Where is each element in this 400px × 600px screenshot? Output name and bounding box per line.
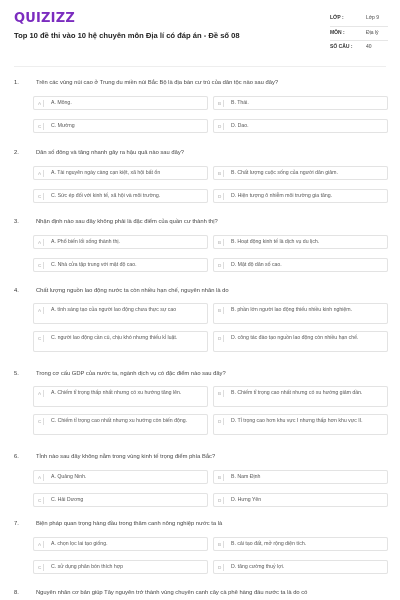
option-letter: B	[218, 390, 224, 397]
option-text: B. Chiếm tỉ trọng cao nhất nhưng có xu hướng giảm dần.	[231, 390, 363, 396]
answer-option-b[interactable]	[213, 96, 388, 110]
option-letter: C	[38, 564, 44, 571]
meta-value: 40	[366, 44, 372, 50]
option-text: B. Chất lượng cuộc sống của người dân giảm.	[231, 170, 338, 176]
option-text: D. công tác đào tạo nguồn lao động còn nhiều hạn chế.	[231, 335, 359, 341]
option-text: B. phần lớn người lao động thiếu nhiều kinh nghiệm.	[231, 307, 353, 313]
option-text: B. Thái.	[231, 100, 249, 106]
option-text: D. Dao.	[231, 123, 249, 129]
option-letter: D	[218, 497, 224, 504]
answer-option-c[interactable]	[33, 331, 208, 352]
option-letter: D	[218, 335, 224, 342]
option-letter: B	[218, 541, 224, 548]
meta-label: SỐ CÂU :	[330, 44, 353, 50]
answer-option-c[interactable]	[33, 119, 208, 133]
option-text: C. sử dụng phân bón thích hợp	[51, 564, 124, 570]
option-letter: D	[218, 123, 224, 130]
question-number: 2.	[14, 150, 19, 156]
answer-option-b[interactable]	[213, 470, 388, 484]
answer-option-b[interactable]	[213, 537, 388, 551]
divider	[14, 66, 386, 67]
option-text: D. tăng cường thuỷ lợi.	[231, 564, 285, 570]
page-title: Top 10 đề thi vào 10 hệ chuyên môn Địa lí có đáp án - Đề số 08	[14, 31, 240, 40]
option-text: A. Phổ biến lối sống thành thị.	[51, 239, 120, 245]
option-letter: B	[218, 170, 224, 177]
option-text: C. Sức ép đối với kinh tế, xã hội và môi trường.	[51, 193, 161, 199]
option-letter: A	[38, 474, 44, 481]
option-text: B. Hoạt động kinh tế là dịch vụ du lịch.	[231, 239, 320, 245]
question-number: 1.	[14, 80, 19, 86]
meta-value: Lớp 9	[366, 15, 380, 21]
question-number: 3.	[14, 219, 19, 225]
question-number: 4.	[14, 288, 19, 294]
answer-option-a[interactable]	[33, 96, 208, 110]
option-letter: B	[218, 307, 224, 314]
answer-option-d[interactable]	[213, 560, 388, 574]
option-text: A. tính sáng tạo của người lao động chưa thực sự cao	[51, 307, 177, 313]
question-number: 7.	[14, 521, 19, 527]
meta-row-grade	[330, 12, 388, 27]
answer-option-d[interactable]	[213, 119, 388, 133]
answer-option-a[interactable]	[33, 470, 208, 484]
option-letter: B	[218, 474, 224, 481]
option-letter: C	[38, 262, 44, 269]
option-letter: A	[38, 100, 44, 107]
option-letter: A	[38, 307, 44, 314]
option-text: C. Chiếm tỉ trọng cao nhất nhưng xu hướng còn biến động.	[51, 418, 188, 424]
quizizz-logo[interactable]: QUIZIZZ	[14, 11, 75, 26]
option-text: C. Hải Dương	[51, 497, 84, 503]
answer-option-a[interactable]	[33, 235, 208, 249]
answer-option-d[interactable]	[213, 189, 388, 203]
question-text: Tỉnh nào sau đây không nằm trong vùng kinh tế trọng điểm phía Bắc?	[36, 454, 216, 460]
answer-option-c[interactable]	[33, 560, 208, 574]
option-letter: D	[218, 564, 224, 571]
option-text: C. Mường	[51, 123, 75, 129]
option-letter: B	[218, 239, 224, 246]
meta-row-subject	[330, 27, 388, 42]
option-text: A. Mông.	[51, 100, 72, 106]
option-letter: D	[218, 418, 224, 425]
option-text: A. chọn lọc lai tạo giống.	[51, 541, 108, 547]
option-letter: C	[38, 193, 44, 200]
quiz-meta-panel	[330, 12, 388, 56]
question-text: Biện pháp quan trọng hàng đầu trong thâm canh nông nghiệp nước ta là	[36, 521, 223, 527]
answer-option-c[interactable]	[33, 189, 208, 203]
option-letter: C	[38, 335, 44, 342]
answer-option-b[interactable]	[213, 386, 388, 407]
answer-option-d[interactable]	[213, 258, 388, 272]
question-text: Chất lượng nguồn lao động nước ta còn nhiều hạn chế, nguyên nhân là do	[36, 288, 229, 294]
question-text: Nguyên nhân cơ bản giúp Tây nguyên trở thành vùng chuyên canh cây cà phê hàng đầu nước ta là do có	[36, 590, 308, 596]
option-text: A. Tài nguyên ngày càng cạn kiệt, xã hội bất ổn	[51, 170, 161, 176]
answer-option-a[interactable]	[33, 303, 208, 324]
answer-option-a[interactable]	[33, 386, 208, 407]
question-text: Dân số đông và tăng nhanh gây ra hậu quả nào sau đây?	[36, 150, 184, 156]
answer-option-b[interactable]	[213, 235, 388, 249]
option-letter: D	[218, 193, 224, 200]
answer-option-d[interactable]	[213, 331, 388, 352]
question-text: Nhận định nào sau đây không phải là đặc điểm của quần cư thành thị?	[36, 219, 218, 225]
answer-option-c[interactable]	[33, 493, 208, 507]
option-letter: D	[218, 262, 224, 269]
question-number: 8.	[14, 590, 19, 596]
option-letter: A	[38, 390, 44, 397]
option-text: D. Hưng Yên	[231, 497, 262, 503]
answer-option-b[interactable]	[213, 166, 388, 180]
option-text: A. Chiếm tỉ trọng thấp nhất nhưng có xu hướng tăng lên.	[51, 390, 182, 396]
option-text: B. cải tạo đất, mở rộng diện tích.	[231, 541, 307, 547]
meta-value: Địa lý	[366, 29, 379, 36]
meta-row-question-count	[330, 41, 388, 56]
answer-option-b[interactable]	[213, 303, 388, 324]
answer-option-a[interactable]	[33, 537, 208, 551]
option-text: A. Quảng Ninh.	[51, 474, 87, 480]
answer-option-d[interactable]	[213, 414, 388, 435]
header	[0, 0, 400, 62]
option-letter: A	[38, 239, 44, 246]
answer-option-a[interactable]	[33, 166, 208, 180]
option-text: D. Tỉ trọng cao hơn khu vực I nhưng thấp hơn khu vực II.	[231, 418, 363, 424]
question-number: 5.	[14, 371, 19, 377]
answer-option-c[interactable]	[33, 258, 208, 272]
option-text: C. Nhà cửa tập trung với mật độ cao.	[51, 262, 137, 268]
option-letter: C	[38, 418, 44, 425]
option-text: B. Nam Định	[231, 474, 261, 480]
option-text: D. Mật độ dân số cao.	[231, 262, 282, 268]
meta-label: LỚP :	[330, 15, 344, 21]
option-letter: A	[38, 541, 44, 548]
option-letter: C	[38, 123, 44, 130]
option-text: D. Hiện tượng ô nhiễm môi trường gia tăng.	[231, 193, 333, 199]
question-text: Trong cơ cấu GDP của nước ta, ngành dịch vụ có đặc điểm nào sau đây?	[36, 371, 226, 377]
answer-option-d[interactable]	[213, 493, 388, 507]
question-text: Trên các vùng núi cao ở Trung du miền núi Bắc Bộ là địa bàn cư trú của dân tộc nào sau đây?	[36, 80, 279, 86]
option-letter: A	[38, 170, 44, 177]
option-text: C. người lao động cần cù, chịu khó nhưng thiếu kỉ luật.	[51, 335, 178, 341]
question-number: 6.	[14, 454, 19, 460]
option-letter: C	[38, 497, 44, 504]
option-letter: B	[218, 100, 224, 107]
answer-option-c[interactable]	[33, 414, 208, 435]
meta-label: MÔN :	[330, 29, 345, 36]
